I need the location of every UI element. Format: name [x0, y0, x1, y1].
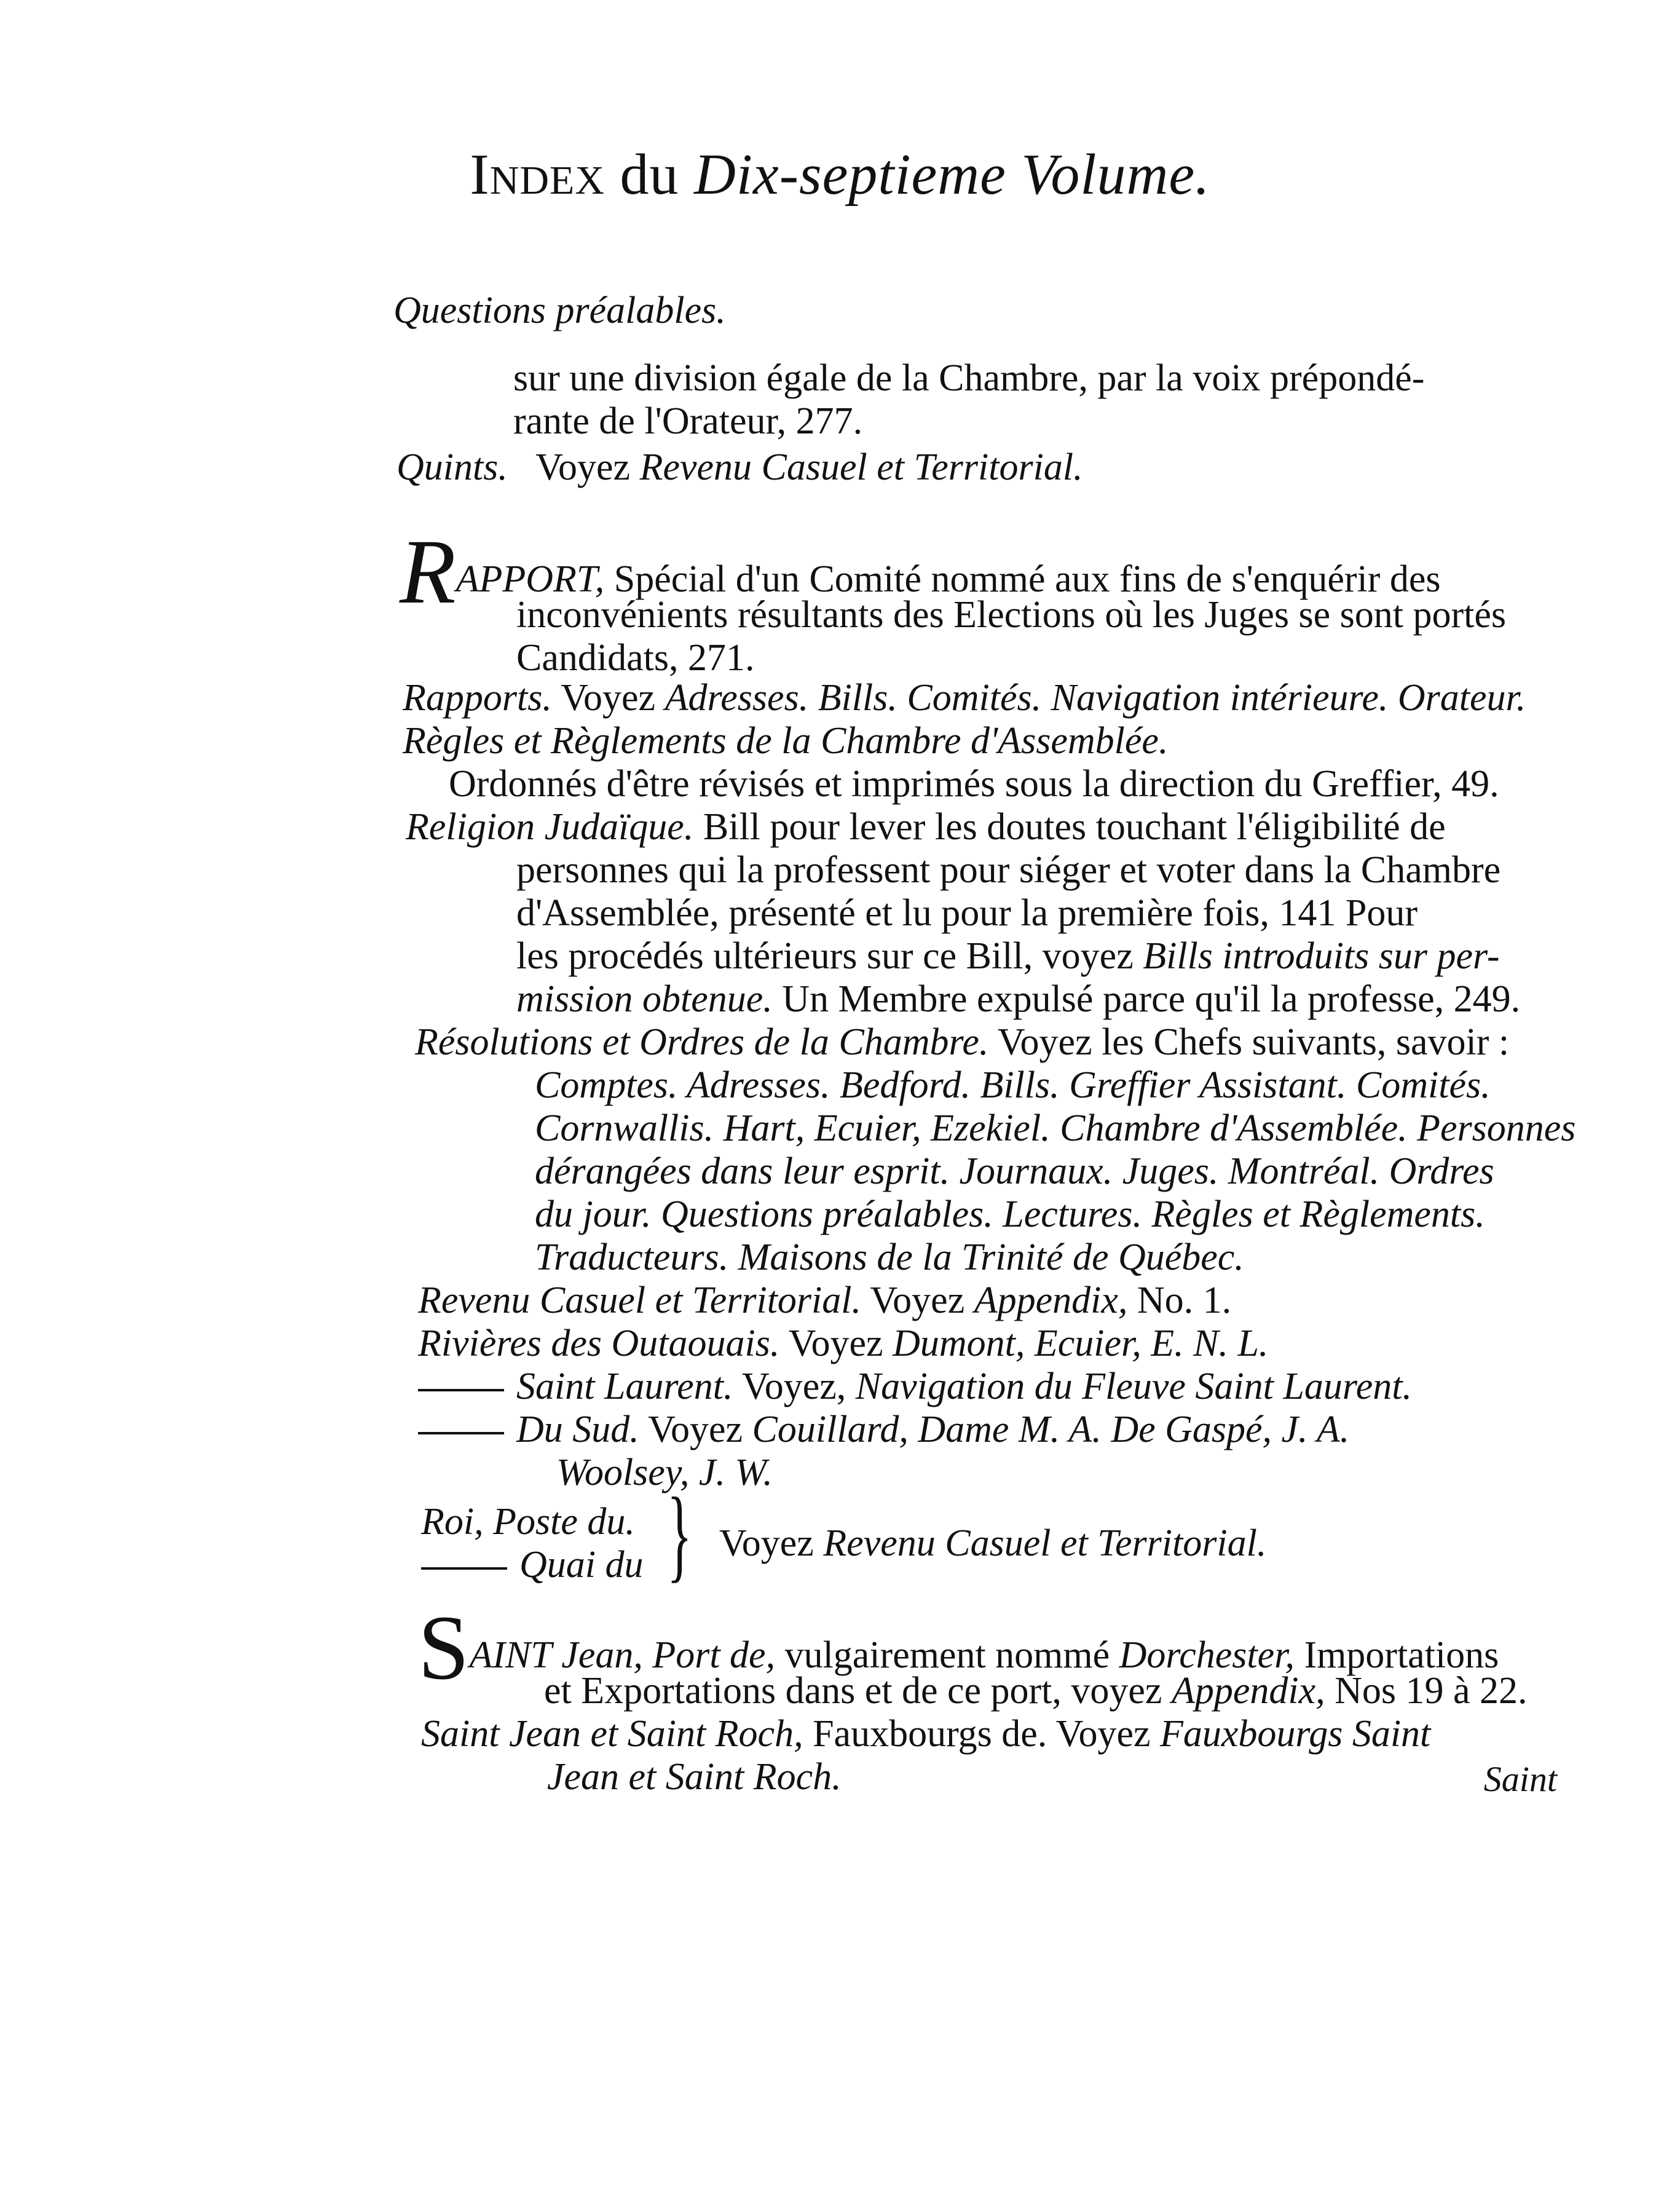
entry-head: Du Sud.	[516, 1409, 639, 1450]
entry-text: Nos 19 à 22.	[1335, 1670, 1528, 1712]
entry-ref: Revenu Casuel et Territorial.	[823, 1522, 1267, 1564]
entry-text: et Exportations dans et de ce port, voyez	[544, 1670, 1162, 1712]
brace-icon: }	[667, 1476, 692, 1592]
page-title	[0, 141, 1680, 208]
entry-head: Résolutions et Ordres de la Chambre.	[415, 1021, 989, 1063]
entry-line: sur une division égale de la Chambre, par la voix prépondé-	[513, 357, 1425, 399]
entry-head: Rivières des Outaouais.	[418, 1323, 780, 1364]
entry-ref: Appendix,	[1171, 1670, 1325, 1712]
entry-revenu	[418, 1279, 1231, 1322]
entry-line: Cornwallis. Hart, Ecuier, Ezekiel. Chambre d'Assemblée. Personnes	[535, 1107, 1576, 1149]
entry-line: Woolsey, J. W.	[556, 1452, 773, 1493]
entry-ref: Couillard, Dame M. A. De Gaspé, J. A.	[752, 1409, 1350, 1450]
entry-text: Voyez	[788, 1323, 883, 1364]
entry-regles: Règles et Règlements de la Chambre d'Assemblée.	[403, 720, 1169, 762]
entry-rivieres	[418, 1322, 1268, 1365]
entry-text: Bill pour lever les doutes touchant l'éligibilité de	[703, 806, 1446, 848]
entry-ref: Adresses. Bills. Comités. Navigation intérieure. Orateur.	[665, 677, 1526, 719]
entry-ref: Navigation du Fleuve Saint Laurent.	[855, 1366, 1412, 1407]
entry-religion	[406, 805, 1446, 848]
entry-questions-prealables: Questions préalables.	[393, 290, 726, 331]
title-volume: Dix-septieme Volume.	[694, 143, 1210, 207]
entry-text: Importations	[1304, 1634, 1499, 1676]
ditto-dash	[418, 1432, 504, 1434]
drop-initial-r: R	[400, 521, 456, 623]
entry-head: Quai du	[519, 1544, 644, 1586]
entry-resolutions	[415, 1021, 1509, 1064]
entry-ref: Revenu Casuel et Territorial.	[639, 446, 1083, 488]
entry-line: Jean et Saint Roch.	[547, 1756, 842, 1798]
entry-line	[516, 978, 1520, 1021]
entry-line: inconvénients résultants des Elections où les Juges se sont portés	[516, 594, 1507, 636]
entry-text: Spécial d'un Comité nommé aux fins de s'enquérir des	[613, 558, 1441, 600]
catchword: Saint	[1483, 1759, 1557, 1799]
entry-ref: Fauxbourgs Saint	[1159, 1713, 1431, 1755]
entry-text: Voyez	[719, 1522, 814, 1564]
entry-ref: Dorchester,	[1119, 1634, 1295, 1676]
entry-text: Voyez	[1055, 1713, 1151, 1755]
entry-head: Saint Jean et Saint Roch,	[421, 1713, 803, 1755]
entry-head: APPORT,	[455, 558, 605, 600]
entry-ref: mission obtenue.	[516, 978, 773, 1020]
entry-head: Religion Judaïque.	[406, 806, 694, 848]
drop-initial-s: S	[418, 1597, 470, 1699]
entry-head: Saint Laurent.	[516, 1366, 733, 1407]
entry-text: les procédés ultérieurs sur ce Bill, voyez	[516, 935, 1134, 977]
entry-text: Voyez	[870, 1279, 965, 1321]
entry-ref: Bills introduits sur per-	[1143, 935, 1500, 977]
entry-head: Revenu Casuel et Territorial.	[418, 1279, 861, 1321]
entry-roi-poste: Roi, Poste du.	[421, 1501, 635, 1543]
entry-text: Un Membre expulsé parce qu'il la professe, 249.	[782, 978, 1521, 1020]
entry-text: Voyez les Chefs suivants, savoir :	[997, 1021, 1510, 1063]
entry-text: Voyez	[561, 677, 656, 719]
entry-text: No. 1.	[1137, 1279, 1232, 1321]
entry-rapports	[403, 676, 1526, 719]
entry-head: Jean, Port de,	[561, 1634, 776, 1676]
entry-line: Comptes. Adresses. Bedford. Bills. Greffier Assistant. Comités.	[535, 1064, 1491, 1106]
entry-line	[544, 1669, 1528, 1712]
entry-line: Ordonnés d'être révisés et imprimés sous la direction du Greffier, 49.	[449, 763, 1499, 805]
entry-saint-jean-roch	[421, 1712, 1430, 1755]
entry-line: dérangées dans leur esprit. Journaux. Juges. Montréal. Ordres	[535, 1150, 1494, 1192]
title-index: Index	[470, 143, 605, 207]
entry-head: Quints.	[396, 446, 508, 488]
entry-quai	[421, 1543, 644, 1586]
entry-text: Voyez,	[741, 1366, 846, 1407]
entry-line	[516, 935, 1500, 978]
entry-text: Voyez	[535, 446, 631, 488]
entry-roi-ref	[719, 1522, 1266, 1565]
entry-line: rante de l'Orateur, 277.	[513, 400, 863, 442]
entry-quints	[396, 446, 1083, 489]
entry-text: Fauxbourgs de.	[813, 1713, 1047, 1755]
entry-line: Candidats, 271.	[516, 637, 755, 679]
ditto-dash	[418, 1389, 504, 1391]
entry-du-sud	[418, 1408, 1349, 1451]
entry-text: Voyez	[648, 1409, 743, 1450]
entry-line: d'Assemblée, présenté et lu pour la première fois, 141 Pour	[516, 892, 1418, 934]
title-du: du	[620, 143, 679, 207]
entry-head: AINT	[469, 1634, 552, 1676]
entry-text: vulgairement nommé	[784, 1634, 1110, 1676]
entry-line: personnes qui la professent pour siéger et voter dans la Chambre	[516, 849, 1501, 891]
entry-saint-laurent	[418, 1365, 1412, 1408]
ditto-dash	[421, 1567, 507, 1570]
entry-head: Rapports.	[403, 677, 552, 719]
entry-ref: Dumont, Ecuier, E. N. L.	[893, 1323, 1269, 1364]
entry-ref: Appendix,	[974, 1279, 1128, 1321]
entry-line: Traducteurs. Maisons de la Trinité de Québec.	[535, 1236, 1244, 1278]
entry-line: du jour. Questions préalables. Lectures. Règles et Règlements.	[535, 1193, 1485, 1235]
